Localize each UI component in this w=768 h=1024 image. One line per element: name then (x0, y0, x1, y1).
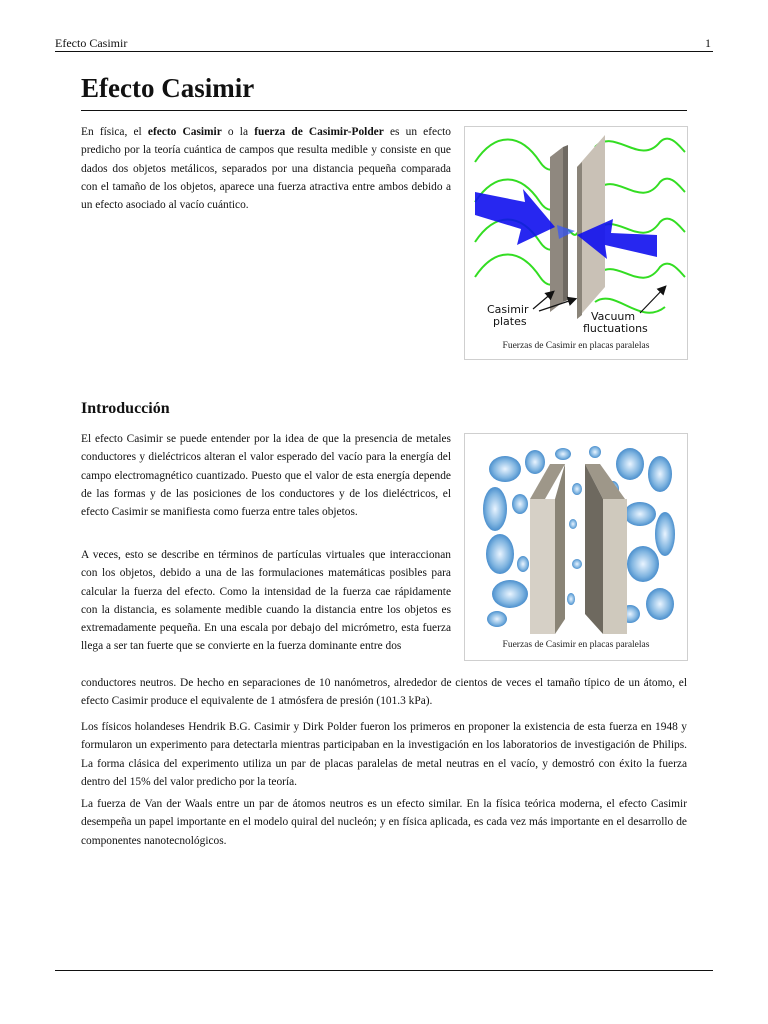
paragraph-2b: conductores neutros. De hecho en separaciones de 10 nanómetros, alrededor de cientos de veces el tamaño típico de un átomo, el efecto Casimir produce el equivalente de 1 atmósfera de presión (101.3 kPa). (81, 677, 687, 708)
casimir-plates-illustration (465, 127, 687, 339)
label-vacuum: Vacuum (591, 310, 636, 323)
paragraph-2a: A veces, esto se describe en términos de partículas virtuales que interaccionan con los objetos, debido a una de las formulaciones matemáticas posibles para calcular la fuerza del efecto. Como la intensidad de la fuerza cae rápidamente con la distancia, es solamente medible cuando la distancia entre los objetos es extremadamente pequeña. En una escala por debajo del micrómetro, esta fuerza llega a ser tan fuerte que se convierte en la fuerza dominante entre dos (81, 549, 451, 653)
term-fuerza-casimir-polder: fuerza de Casimir-Polder (254, 126, 384, 138)
intro-paragraph: En física, el efecto Casimir o la fuerza de Casimir-Polder es un efecto predicho por la teoría cuántica de campos que resulta medible y consiste en que dados dos objetos metálicos, separados por una distancia pequeña comparada con el tamaño de los objetos, aparece una fuerza atractiva entre ambos debido a un efecto asociado al vacío cuántico. (81, 126, 452, 212)
page-number: 1 (705, 36, 711, 50)
paragraph-3: Los físicos holandeses Hendrik B.G. Casimir y Dirk Polder fueron los primeros en proponer la existencia de esta fuerza en 1948 y formularon un experimento para detectarla mientras participaban en la investigación en los laboratorios de investigación de Philips. La forma clásica del experimento utiliza un par de placas paralelas de metal neutras en el vacío, y demostró con éxito la fuerza dentro del 15% del valor predicho por la teoría. (81, 721, 687, 788)
casimir-bubbles-illustration (465, 434, 687, 634)
term-efecto-casimir: efecto Casimir (147, 126, 222, 138)
running-header (55, 34, 713, 52)
article-title: Efecto Casimir (81, 72, 687, 111)
label-plates: plates (493, 315, 527, 328)
paragraph-4: La fuerza de Van der Waals entre un par de átomos neutros es un efecto similar. En la física teórica moderna, el efecto Casimir desempeña un papel importante en el modelo quiral del nucleón; y en física aplicada, es cada vez más importante en el desarrollo de componentes nanotecnológicos. (81, 798, 687, 847)
figure-2-caption: Fuerzas de Casimir en placas paralelas (502, 640, 650, 650)
right-plate (585, 464, 627, 634)
label-fluctuations: fluctuations (583, 322, 648, 335)
left-plate (530, 464, 565, 634)
vacuum-bubbles (483, 446, 675, 627)
label-casimir: Casimir (487, 303, 529, 316)
header-title: Efecto Casimir (55, 36, 128, 50)
figure-casimir-plates (464, 126, 688, 360)
figure-casimir-bubbles (464, 433, 688, 661)
section-heading-introduccion: Introducción (81, 400, 170, 417)
figure-1-caption: Fuerzas de Casimir en placas paralelas (502, 341, 650, 351)
footer-rule (55, 970, 713, 971)
paragraph-1: El efecto Casimir se puede entender por la idea de que la presencia de metales conductores y dieléctricos alteran el valor esperado del vacío para la energía del campo electromagnético cuantizado. Puesto que el valor de esta energía depende de las formas y de las posiciones de los conductores y de los dieléctricos, el efecto Casimir se manifiesta como fuerza entre tales objetos. (81, 433, 451, 519)
